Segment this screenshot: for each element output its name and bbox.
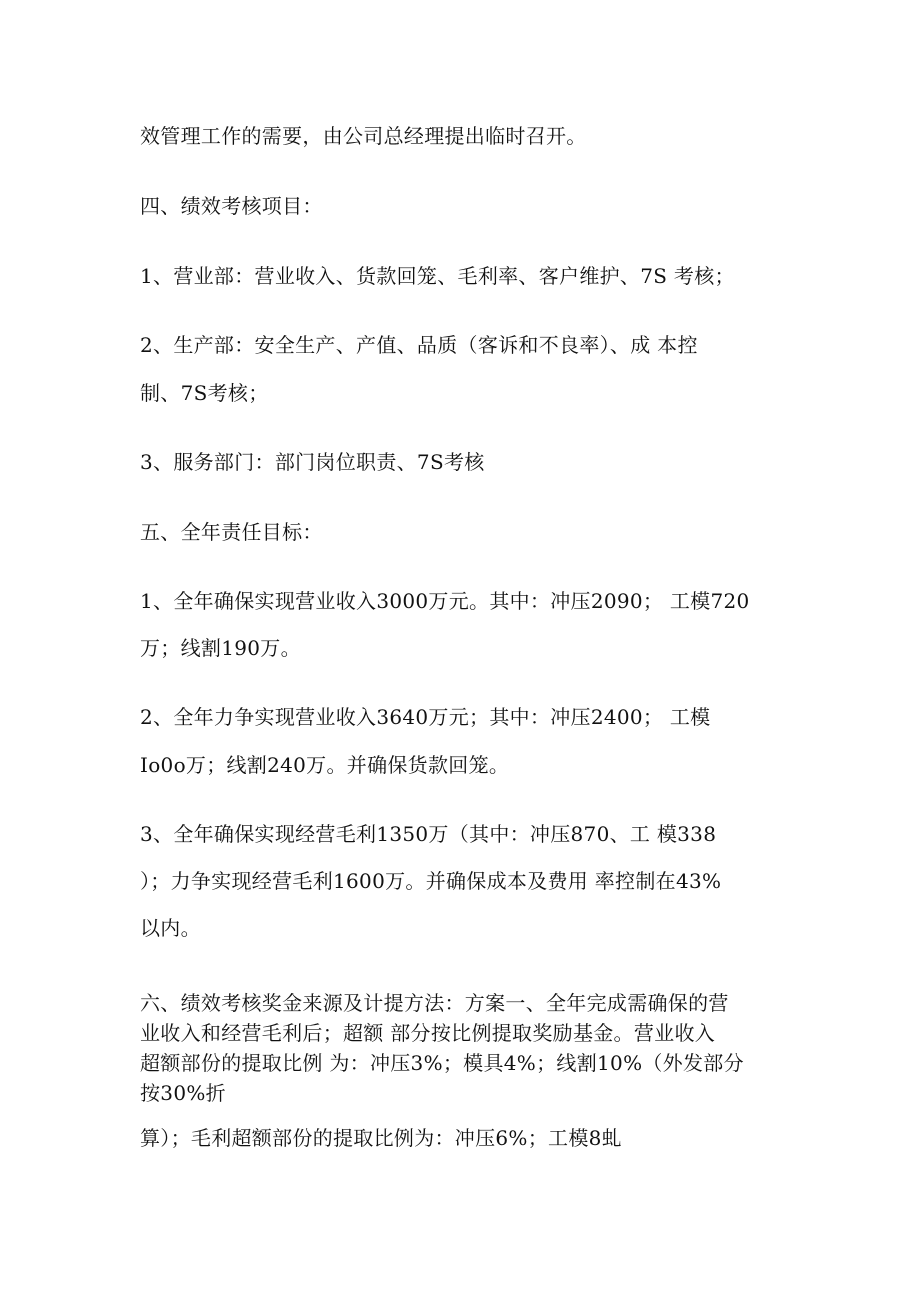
- text-line: 按30%折: [140, 1081, 226, 1105]
- section-heading: 六、绩效考核奖金来源及计提方法：方案一、全年完成需确保的营: [140, 991, 729, 1015]
- text-line: ）；力争实现经营毛利1600万。并确保成本及费用 率控制在43%: [140, 869, 722, 893]
- text-line: Io0o万；线割240万。并确保货款回笼。: [140, 753, 510, 777]
- text-line: 超额部份的提取比例 为：冲压3%；模具4%；线割10%（外发部分: [140, 1051, 744, 1075]
- text-line: 3、服务部门：部门岗位职责、7S考核: [140, 450, 485, 474]
- text-line: 以内。: [140, 916, 201, 940]
- text-line: 1、营业部：营业收入、货款回笼、毛利率、客户维护、7S 考核；: [140, 264, 735, 288]
- text-line: 效管理工作的需要，由公司总经理提出临时召开。: [140, 124, 587, 148]
- text-line: 2、全年力争实现营业收入3640万元；其中：冲压2400； 工模: [140, 705, 711, 729]
- text-line: 万；线割190万。: [140, 636, 301, 660]
- text-line: 3、全年确保实现经营毛利1350万（其中：冲压870、工 模338: [140, 822, 717, 846]
- text-line: 制、7S考核；: [140, 381, 269, 405]
- text-line: 1、全年确保实现营业收入3000万元。其中：冲压2090； 工模720: [140, 589, 750, 613]
- text-line: 2、生产部：安全生产、产值、品质（客诉和不良率）、成 本控: [140, 333, 698, 357]
- text-line: 算）；毛利超额部份的提取比例为：冲压6%；工模8虬: [140, 1126, 622, 1150]
- section-heading: 四、绩效考核项目：: [140, 194, 323, 218]
- text-line: 业收入和经营毛利后；超额 部分按比例提取奖励基金。营业收入: [140, 1021, 716, 1045]
- section-heading: 五、全年责任目标：: [140, 520, 323, 544]
